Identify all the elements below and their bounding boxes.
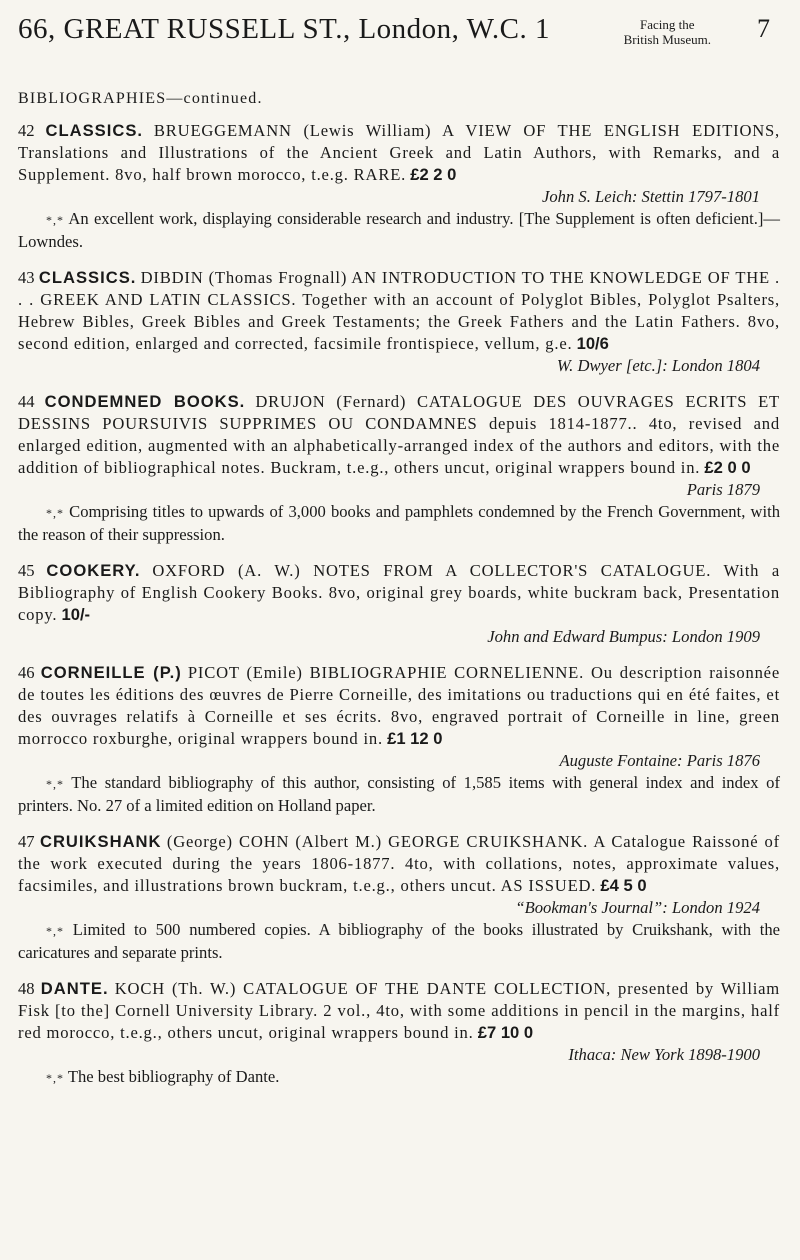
imprint: “Bookman's Journal”: London 1924 (515, 898, 760, 917)
entry-description (18, 267, 780, 355)
catalogue-entry (18, 560, 780, 648)
note-text: The standard bibliography of this author, consisting of 1,585 items with general index and index of printers. No. 27 of a limited edition on Holland paper. (18, 773, 780, 815)
asterism-mark: *,* (46, 924, 64, 938)
lot-number: 46 (18, 663, 35, 682)
asterism-mark: *,* (46, 777, 64, 791)
catalogue-entry (18, 978, 780, 1089)
catalogue-entry (18, 391, 780, 546)
location-note (624, 18, 711, 48)
entry-description (18, 831, 780, 897)
page-number: 7 (757, 14, 770, 43)
imprint: John and Edward Bumpus: London 1909 (487, 627, 760, 646)
entry-body: PICOT (Emile) BIBLIOGRAPHIE CORNELIENNE. Ou description raisonnée de toutes les éditions des œuvres de Pierre Corneille, des imitations ou traductions qui en été faites, et des ouvrages relatifs à Corneille et ses écrits. 8vo, engraved portrait of Corneille in line, green morrocco roxburghe, original wrappers bound in. (18, 663, 781, 748)
entry-description (18, 560, 780, 626)
price: £2 0 0 (704, 458, 751, 477)
section-title: BIBLIOGRAPHIES—continued. (18, 90, 263, 107)
running-head-right (624, 14, 780, 48)
asterism-mark: *,* (46, 1071, 64, 1085)
price: £1 12 0 (387, 729, 443, 748)
entry-note (18, 1066, 780, 1089)
location-note-line2: British Museum. (623, 31, 711, 47)
lot-number: 42 (18, 121, 35, 140)
running-head (18, 14, 780, 72)
lot-number: 43 (18, 268, 35, 287)
imprint: W. Dwyer [etc.]: London 1804 (556, 356, 760, 375)
lot-number: 45 (18, 561, 35, 580)
asterism-mark: *,* (46, 506, 64, 520)
entry-body: OXFORD (A. W.) NOTES FROM A COLLECTOR'S CATALOGUE. With a Bibliography of English Cookery Books. 8vo, original grey boards, white buckram back, Presentation copy. (18, 561, 780, 624)
entry-body: (George) COHN (Albert M.) GEORGE CRUIKSHANK. A Catalogue Raissoné of the work executed during the years 1806-1877. 4to, with collations, notes, approximate values, facsimiles, and illustrations brown buckram, t.e.g., others uncut. AS ISSUED. (18, 832, 780, 895)
price: £2 2 0 (410, 165, 457, 184)
price: £4 5 0 (600, 876, 647, 895)
bookseller-address: 66, GREAT RUSSELL ST., London, W.C. 1 (18, 13, 550, 45)
catalogue-entry (18, 662, 780, 817)
entry-note (18, 208, 780, 253)
entry-note (18, 772, 780, 817)
lot-number: 48 (18, 979, 35, 998)
price: 10/- (61, 605, 91, 624)
imprint: John S. Leich: Stettin 1797-1801 (542, 187, 760, 206)
entry-description (18, 120, 780, 186)
lot-number: 44 (18, 392, 35, 411)
subject-heading: CORNEILLE (P.) (40, 663, 182, 682)
price: £7 10 0 (477, 1023, 534, 1042)
entry-body: KOCH (Th. W.) CATALOGUE OF THE DANTE COLLECTION, presented by William Fisk [to the] Cornell University Library. 2 vol., 4to, with some additions in pencil in the margins, half red morocco, t.e.g., others uncut, original wrappers bound in. (18, 979, 781, 1042)
entry-description (18, 978, 780, 1044)
catalogue-entry (18, 267, 780, 377)
entry-note (18, 501, 780, 546)
entry-body: DRUJON (Fernard) CATALOGUE DES OUVRAGES ECRITS ET DESSINS POURSUIVIS SUPPRIMES OU CONDAMNES depuis 1814-1877.. 4to, revised and enlarged edition, augmented with an alphabetically-arranged index of the authors and editors, with the addition of bibliographical notes. Buckram, t.e.g., others uncut, original wrappers bound in. (18, 392, 780, 477)
asterism-mark: *,* (46, 213, 64, 227)
price: 10/6 (576, 334, 609, 353)
imprint: Paris 1879 (686, 480, 760, 499)
imprint: Ithaca: New York 1898-1900 (568, 1045, 760, 1064)
catalogue-entry (18, 831, 780, 964)
entry-description (18, 391, 780, 479)
entry-body: BRUEGGEMANN (Lewis William) A VIEW OF THE ENGLISH EDITIONS, Translations and Illustrations of the Ancient Greek and Latin Authors, with Remarks, and a Supplement. 8vo, half brown morocco, t.e.g. RARE. (18, 121, 781, 184)
subject-heading: CONDEMNED BOOKS. (44, 392, 246, 411)
subject-heading: CLASSICS. (38, 268, 137, 287)
entry-list (18, 120, 780, 1089)
entry-note (18, 919, 780, 964)
imprint: Auguste Fontaine: Paris 1876 (559, 751, 760, 770)
entry-body: DIBDIN (Thomas Frognall) AN INTRODUCTION TO THE KNOWLEDGE OF THE . . . GREEK AND LATIN CLASSICS. Together with an account of Polyglot Bibles, Polyglot Psalters, Hebrew Bibles, Greek Bibles and Greek Testaments; the Greek Fathers and the Latin Fathers. 8vo, second edition, enlarged and corrected, facsimile frontispiece, vellum, g.e. (18, 268, 780, 353)
note-text: Comprising titles to upwards of 3,000 books and pamphlets condemned by the French Government, with the reason of their suppression. (18, 502, 780, 544)
subject-heading: CLASSICS. (45, 121, 144, 140)
entry-description (18, 662, 780, 750)
note-text: The best bibliography of Dante. (67, 1067, 280, 1086)
subject-heading: DANTE. (40, 979, 109, 998)
subject-heading: CRUIKSHANK (39, 832, 162, 851)
location-note-line1: Facing the (640, 17, 695, 32)
catalogue-entry (18, 120, 780, 253)
note-text: Limited to 500 numbered copies. A bibliography of the books illustrated by Cruikshank, with the caricatures and separate prints. (18, 920, 780, 962)
subject-heading: COOKERY. (46, 561, 141, 580)
note-text: An excellent work, displaying considerable research and industry. [The Supplement is often deficient.]—Lowndes. (18, 209, 780, 251)
lot-number: 47 (18, 832, 35, 851)
